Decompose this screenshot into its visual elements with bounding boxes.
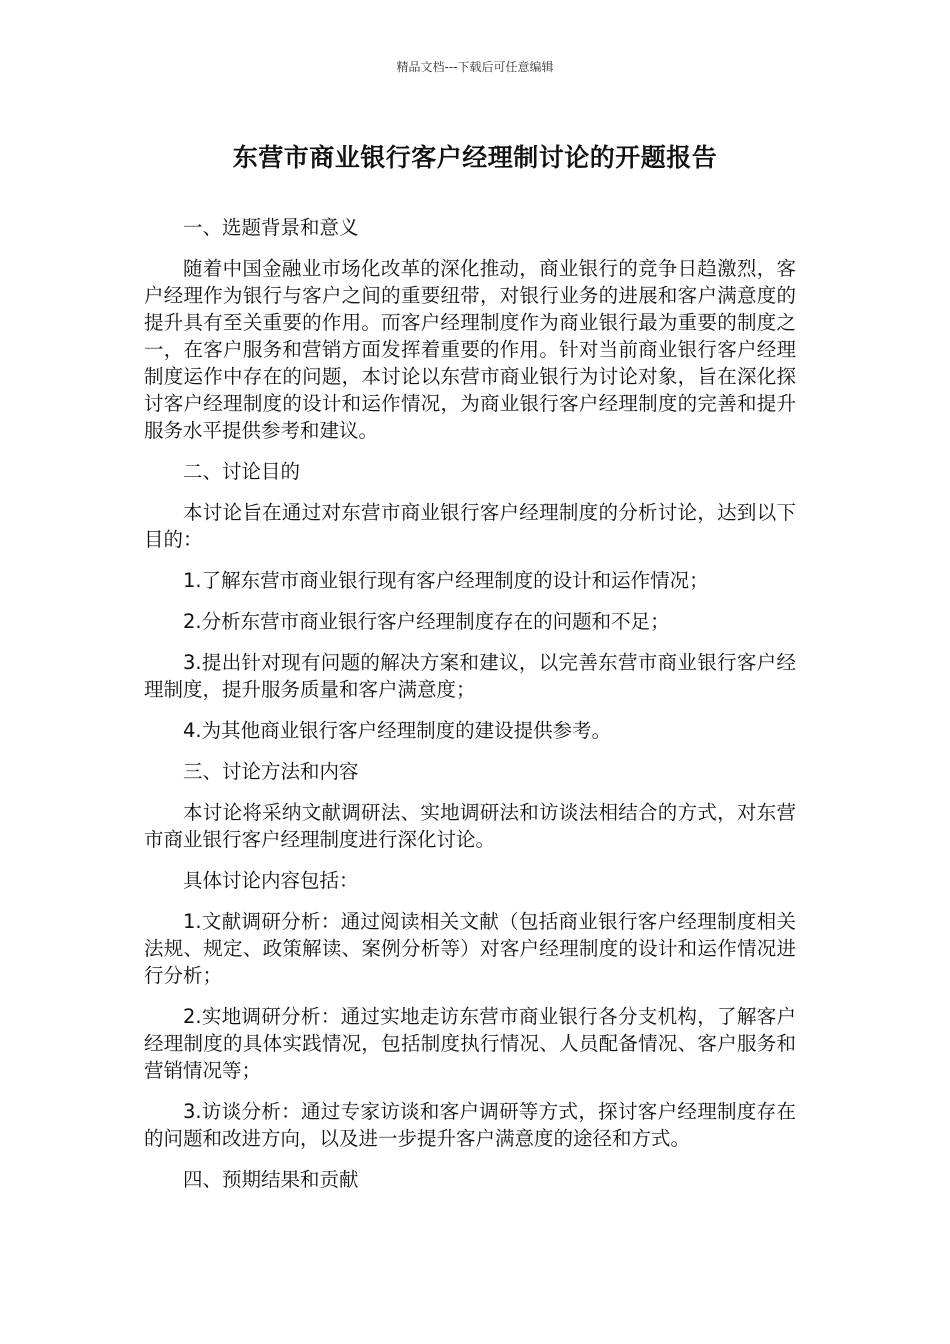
section-heading: 四、预期结果和贡献: [183, 1168, 359, 1191]
section-heading: 一、选题背景和意义: [183, 216, 359, 239]
section-heading: 二、讨论目的: [183, 460, 301, 483]
body-paragraph: 本讨论将采纳文献调研法、实地调研法和访谈法相结合的方式，对东营市商业银行客户经理制度进行深化讨论。: [144, 801, 796, 851]
body-paragraph: 随着中国金融业市场化改革的深化推动，商业银行的竞争日趋激烈，客户经理作为银行与客户之间的重要纽带，对银行业务的进展和客户满意度的提升具有至关重要的作用。而客户经理制度作为商业银行最为重要的制度之一，在客户服务和营销方面发挥着重要的作用。针对当前商业银行客户经理制度运作中存在的问题，本讨论以东营市商业银行为讨论对象，旨在深化探讨客户经理制度的设计和运作情况，为商业银行客户经理制度的完善和提升服务水平提供参考和建议。: [144, 257, 796, 442]
section-heading: 三、讨论方法和内容: [183, 760, 359, 783]
list-item: 2.分析东营市商业银行客户经理制度存在的问题和不足；: [183, 610, 670, 633]
list-item: 1.了解东营市商业银行现有客户经理制度的设计和运作情况；: [183, 569, 709, 592]
document-title: 东营市商业银行客户经理制讨论的开题报告: [232, 143, 718, 172]
list-item: 2.实地调研分析：通过实地走访东营市商业银行各分支机构，了解客户经理制度的具体实践情况，包括制度执行情况、人员配备情况、客户服务和营销情况等；: [144, 1005, 796, 1082]
body-paragraph: 本讨论旨在通过对东营市商业银行客户经理制度的分析讨论，达到以下目的：: [144, 501, 796, 551]
list-item: 3.提出针对现有问题的解决方案和建议，以完善东营市商业银行客户经理制度，提升服务质量和客户满意度；: [144, 651, 796, 701]
document-body: [144, 214, 796, 1207]
list-item: 1.文献调研分析：通过阅读相关文献（包括商业银行客户经理制度相关法规、规定、政策解读、案例分析等）对客户经理制度的设计和运作情况进行分析；: [144, 910, 796, 987]
list-item: 4.为其他商业银行客户经理制度的建设提供参考。: [183, 719, 612, 742]
body-paragraph: 具体讨论内容包括：: [183, 869, 359, 892]
page-header: 精品文档---下载后可任意编辑: [396, 60, 554, 74]
list-item: 3.访谈分析：通过专家访谈和客户调研等方式，探讨客户经理制度存在的问题和改进方向，以及进一步提升客户满意度的途径和方式。: [144, 1100, 796, 1150]
